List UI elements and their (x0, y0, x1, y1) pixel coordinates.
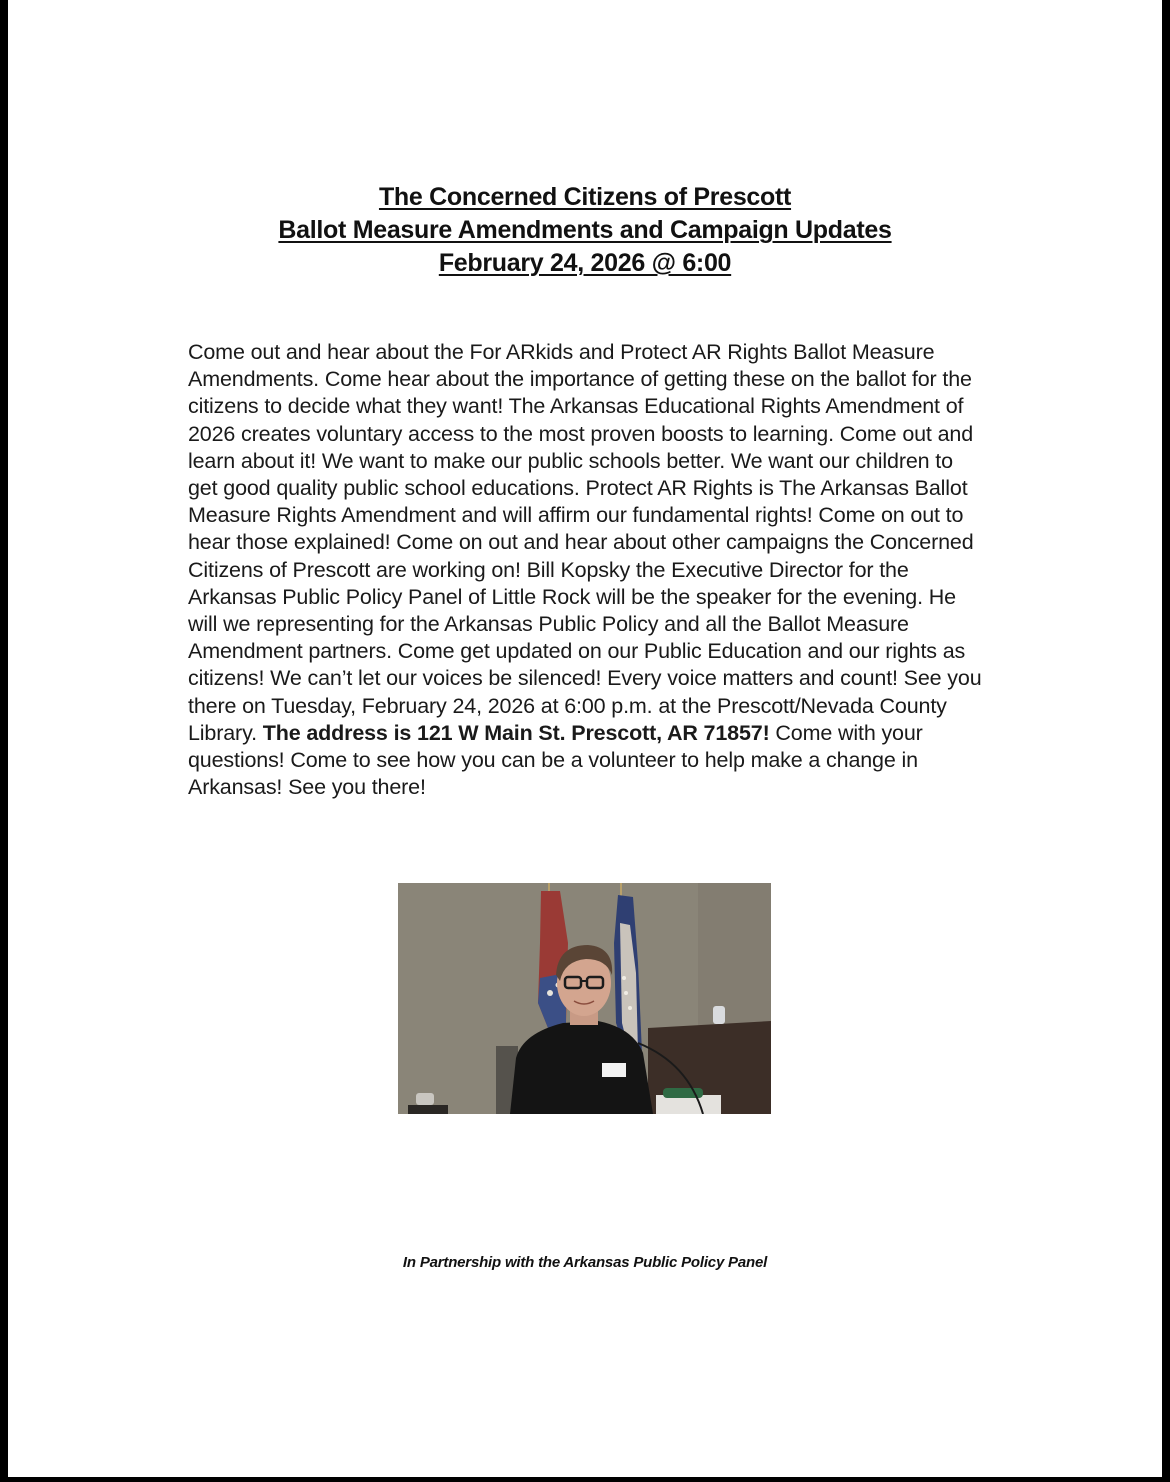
description-text: Come out and hear about the For ARkids and Protect AR Rights Ballot Measure Amendments. Come hear about the importance of getting these on the ballot for the citizens to decide what they want! The Arkansas Educational Rights Amendment of 2026 creates voluntary access to the most proven boosts to learning. Come out and learn about it! We want to make our public schools better. We want our children to get good quality public school educations. Protect AR Rights is The Arkansas Ballot Measure Rights Amendment and will affirm our fundamental rights! Come on out to hear those explained! Come on out and hear about other campaigns the Concerned Citizens of Prescott are working on! Bill Kopsky the Executive Director for the Arkansas Public Policy Panel of Little Rock will be the speaker for the evening. He will we representing for the Arkansas Public Policy and all the Ballot Measure Amendment partners. Come get updated on our Public Education and our rights as citizens! We can’t let our voices be silenced! Every voice matters and count! See you there on Tuesday, February 24, 2026 at 6:00 p.m. at the Prescott/Nevada County Library. (188, 340, 982, 745)
address-text: The address is 121 W Main St. Prescott, AR 71857! (262, 720, 770, 745)
org-title: The Concerned Citizens of Prescott (378, 183, 792, 211)
partnership-footer: In Partnership with the Arkansas Public Policy Panel (402, 1254, 768, 1271)
event-description (188, 339, 988, 801)
flyer-page (8, 0, 1162, 1477)
event-title: Ballot Measure Amendments and Campaign Updates (278, 216, 892, 244)
description-closing: Come with your questions! Come to see how you can be a volunteer to help make a change in Arkansas! See you there! (188, 720, 923, 800)
speaker-photo-illustration (398, 883, 771, 1114)
flyer-header (8, 181, 1162, 280)
event-date: February 24, 2026 @ 6:00 (438, 249, 732, 277)
speaker-photo (398, 883, 771, 1114)
